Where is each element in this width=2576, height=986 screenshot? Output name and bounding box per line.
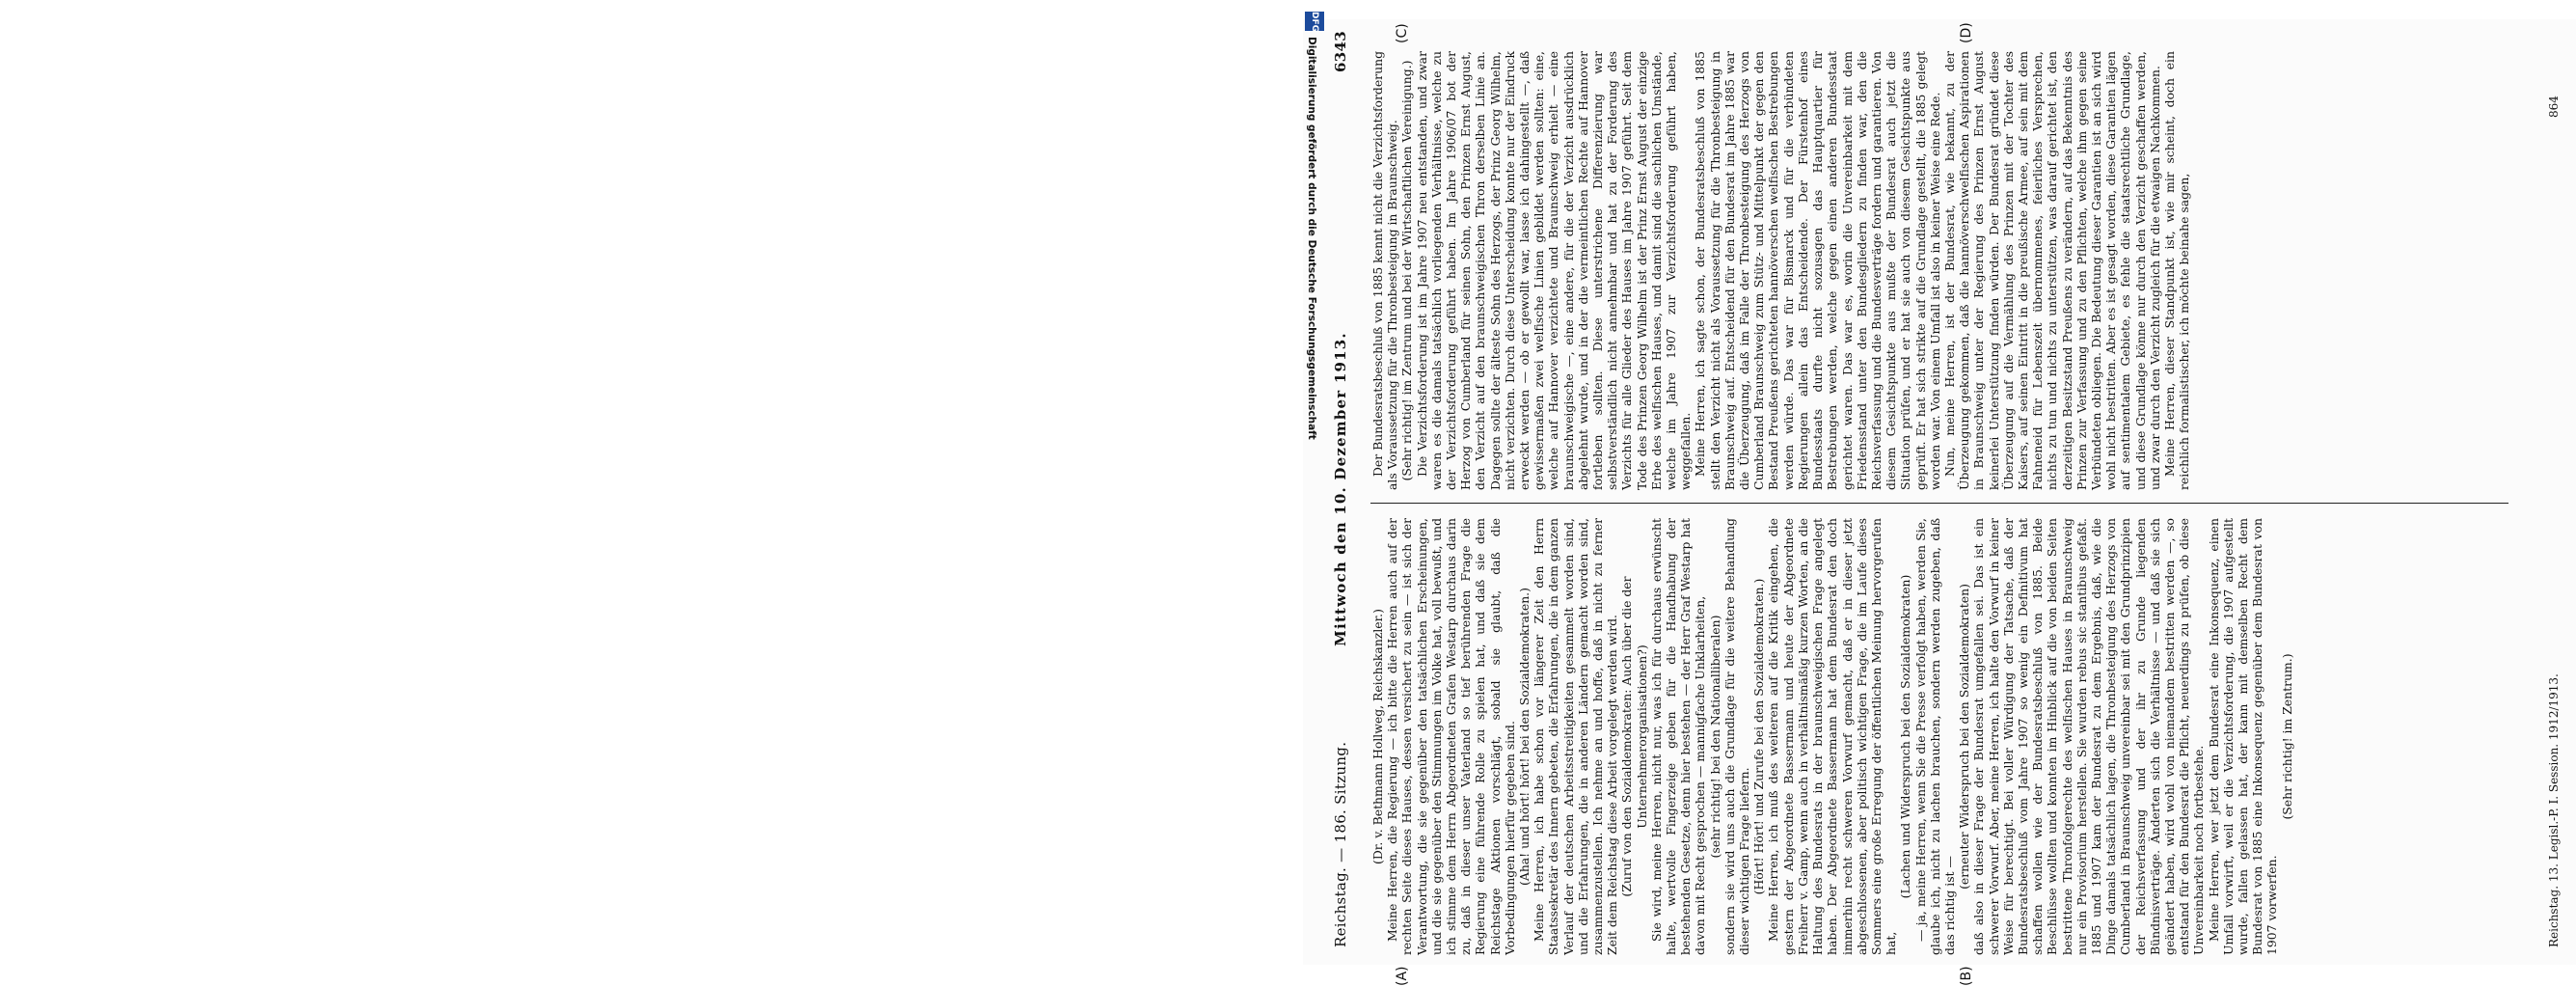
paragraph: (Aha! und hört! hört! bei den Sozialdemokraten.) [1517,588,1532,886]
paragraph: (Dr. v. Bethmann Hollweg, Reichskanzler.) [1370,609,1385,864]
right-column [1370,51,2537,490]
paragraph: Meine Herren, die Regierung — ich bitte die Herren auch auf der rechten Seite dieses Hauses, dessen versichert zu sein — ist sich der Verantwortung, die sie gegenüber den tatsächlichen Erscheinungen, und die sie gegenüber den Stimmungen im Volke hat, voll bewußt, und ich stimme dem Herrn Abgeordneten Grafen Westarp durchaus darin zu, daß in dieser unser Vaterland so tief berührenden Frage die Regierung eine führende Rolle zu spielen hat, und daß sie dem Reichstage Aktionen vorschlägt, sobald sie glaubt, daß die Vorbedingungen hierfür gegeben sind. [1385,518,1517,955]
page-number: 6343 [1332,31,1349,72]
paragraph: (erneuter Widerspruch bei den Sozialdemokraten) [1957,584,1972,890]
page-footer [2547,31,2568,947]
footer-sheet-number: 864 [2547,96,2561,118]
paragraph: Meine Herren, ich sagte schon, der Bundesratsbeschluß von 1885 stellt den Verzicht nicht als Voraussetzung für die Thronbesteigung in Braunschweig auf. Entscheidend für den Bundesrat im Jahre 1885 war die Überzeugung, daß im Falle der Thronbesteigung des Herzogs von Cumberland Braunschweig zum Stütz- und Mittelpunkt der gegen den Bestand Preußens gerichteten hannöverschen welfischen Bestrebungen werden würde. Das war für Bismarck und für die verbündeten Regierungen allein das Entscheidende. Der Fürstenhof eines Bundesstaats durfte nicht sozusagen das Hauptquartier für Bestrebungen werden, welche gegen einen anderen Bundesstaat gerichtet waren. Das war es, worin die Unvereinbarkeit mit dem Friedensstand unter den Bundesgliedern zu finden war, den die Reichsverfassung und die Bundesverträge fordern und garantieren. Von diesem Gesichtspunkte aus mußte der Bundesrat auch jetzt die Situation prüfen, und er hat sie auch von diesem Gesichtspunkte aus geprüft. Er hat sich strikte auf die Grundlage gestellt, die 1885 gelegt worden war. Von einem Umfall ist also in keiner Weise eine Rede. [1693,51,1942,490]
dfg-credit-strip [1300,8,1329,958]
paragraph: Meine Herren, dieser Standpunkt ist, wie mir scheint, doch ein reichlich formalistischer, ich möchte beinahe sagen, [2161,51,2192,490]
column-divider [1370,503,2508,504]
margin-marker-c: (C) [1395,23,1410,43]
paragraph: Meine Herren, ich habe schon vor längerer Zeit den Herrn Staatssekretär des Innern gebeten, die Erfahrungen, die in dem ganzen Verlauf der deutschen Arbeitsstreitigkeiten gesammelt worden sind, und die Erfahrungen, die in anderen Ländern gemacht worden sind, zusammenzustellen. Ich nehme an und hoffe, daß in nicht zu ferner Zeit dem Reichstag diese Arbeit vorgelegt werden wird. [1532,518,1620,955]
paragraph: daß also in dieser Frage der Bundesrat umgefallen sei. Das ist ein schwerer Vorwurf. Aber, meine Herren, ich halte den Vorwurf in keiner Weise für berechtigt. Bei voller Würdigung der Tatsache, daß der Bundesratsbeschluß vom Jahre 1907 so wenig ein Definitivum hat schaffen wollen wie der Bundesratsbeschluß von 1885. Beide Beschlüsse wollten und konnten im Hinblick auf die von beiden Seiten bestrittene Thronfolgerechte des welfischen Hauses in Braunschweig nur ein Provisorium herstellen. Sie wurden rebus sic stantibus gefaßt. 1885 und 1907 kam der Bundesrat zu dem Ergebnis, daß, wie die Dinge damals tatsächlich lagen, die Thronbesteigung des Herzogs von Cumberland in Braunschweig unvereinbar sei mit den Grundprinzipien der Reichsverfassung und der ihr zu Grunde liegenden Bündnisverträge. Änderten sich die Verhältnisse — und daß sie sich geändert haben, wird wohl von niemandem bestritten werden —, so entstand für den Bundesrat die Pflicht, neuerdings zu prüfen, ob diese Unvereinbarkeit noch fortbestehe. [1971,518,2207,955]
paragraph: Die Verzichtsforderung ist im Jahre 1907 neu entstanden, und zwar waren es die damals tatsächlich vorliegenden Verhältnisse, welche zu der Verzichtsforderung geführt haben. Im Jahre 1906/07 bot der Herzog von Cumberland für seinen Sohn, den Prinzen Ernst August, den Verzicht auf den braunschweigischen Thron derselben Linie an. Dagegen sollte der älteste Sohn des Herzogs, der Prinz Georg Wilhelm, nicht verzichten. Durch diese Unterscheidung konnte nur der Eindruck erweckt werden — ob er gewollt war, lasse ich dahingestellt —, daß gewissermaßen zwei welfische Linien gebildet werden sollten: eine, welche auf Hannover verzichtete und Braunschweig erhielt — eine braunschweigische —, eine andere, für die der Verzicht ausdrücklich abgelehnt wurde, und in der die vermeintlichen Rechte auf Hannover fortleben sollten. Diese unterstrichene Differenzierung war selbstverständlich nicht annehmbar und hat zu der Forderung des Verzichts für alle Glieder des Hauses im Jahre 1907 geführt. Seit dem Tode des Prinzen Georg Wilhelm ist der Prinz Ernst August der einzige Erbe des welfischen Hauses, und damit sind die sachlichen Umstände, welche im Jahre 1907 zur Verzichtsforderung geführt haben, weggefallen. [1414,51,1694,490]
page-header [1332,31,1361,947]
header-left: Reichstag. — 186. Sitzung. [1332,741,1349,947]
left-column [1370,518,2537,955]
dfg-logo: DFG [1305,12,1324,31]
margin-marker-a: (A) [1395,966,1410,986]
paragraph: Sie wird, meine Herren, nicht nur, was ich für durchaus erwünscht halte, wertvolle Fingerzeige geben für die Handhabung der bestehenden Gesetze, denn hier bestehen — der Herr Graf Westarp hat davon mit Recht gesprochen — mannigfache Unklarheiten, [1648,518,1708,955]
footer-legislature: Reichstag. 13. Legisl.-P. I. Session. 1912/1913. [2547,673,2561,947]
paragraph: (Sehr richtig! im Zentrum und bei der Wirtschaftlichen Vereinigung.) [1399,60,1415,481]
paragraph: Nun, meine Herren, ist der Bundesrat, wie bekannt, zu der Überzeugung gekommen, daß die hannöverschwelfischen Aspirationen in Braunschweig unter der Regierung des Prinzen Ernst August keinerlei Unterstützung finden würden. Der Bundesrat gründet diese Überzeugung auf die Vermählung des Prinzen mit der Tochter des Kaisers, auf seinen Eintritt in die preußische Armee, auf sein mit dem Fahneneid für Lebenszeit übernommenes, feierliches Versprechen, nichts zu tun und nichts zu unterstützen, was darauf gerichtet ist, den derzeitigen Besitzstand Preußens zu verändern, auf das Bekenntnis des Prinzen zur Verfassung und zu den Pflichten, welche ihm gegen seine Verbündeten obliegen. Die Bedeutung dieser Garantien ist an sich wird wohl nicht bestritten. Aber es ist gesagt worden, diese Garantien lägen auf sentimentalem Gebiete, es fehle die staatsrechtliche Grundlage, und diese Grundlage könne nur durch den Verzicht geschaffen werden, und zwar durch den Verzicht zugleich für die etwaigen Nachkommen. [1941,51,2162,490]
header-date: Mittwoch den 10. Dezember 1913. [1332,332,1349,646]
margin-marker-b: (B) [1959,966,1974,986]
paragraph: Meine Herren, ich muß des weiteren auf die Kritik eingehen, die gestern der Abgeordnete Bassermann und heute der Abgeordnete Freiherr v. Gamp, wenn auch in verhältnismäßig kurzen Worten, an die Haltung des Bundesrats in der braunschweigischen Frage angelegt haben. Der Abgeordnete Bassermann hat dem Bundesrat den doch immerhin recht schweren Vorwurf gemacht, daß er in dieser jetzt abgeschlossenen, aber politisch wichtigen Frage, die im Laufe dieses Sommers eine große Erregung der öffentlichen Meinung hervorgerufen hat, [1766,518,1899,955]
margin-marker-d: (D) [1959,22,1974,43]
paragraph: (Lachen und Widerspruch bei den Sozialdemokraten) [1898,574,1913,899]
dfg-credit-text: Digitalisierung gefördert durch die Deutsche Forschungsgemeinschaft [1306,37,1317,440]
paragraph: Der Bundesratsbeschluß von 1885 kennt nicht die Verzichtsforderung als Voraussetzung für die Thronbesteigung in Braunschweig. [1370,51,1400,490]
paragraph: (sehr richtig! bei den Nationalliberalen) [1707,615,1722,859]
paragraph: Meine Herren, wer jetzt dem Bundesrat eine Inkonsequenz, einen Umfall vorwirft, weil er die Verzichtsforderung, die 1907 aufgestellt wurde, fallen gelassen hat, der kann mit demselben Recht dem Bundesrat von 1885 eine Inkonsequenz gegenüber dem Bundesrat von 1907 vorwerfen. [2206,518,2280,955]
paragraph: (Sehr richtig! im Zentrum.) [2279,653,2294,820]
paragraph: — ja, meine Herren, wenn Sie die Presse verfolgt haben, werden Sie, glaube ich, nicht zu lachen brauchen, sondern werden zugeben, daß das richtig ist — [1912,518,1957,955]
paragraph: (Hört! Hört! und Zurufe bei den Sozialdemokraten.) [1751,578,1767,895]
document-page [1303,19,2576,986]
paragraph: (Zuruf von den Sozialdemokraten: Auch über die der Unternehmerorganisationen?) [1619,576,1649,897]
paragraph: sondern sie wird uns auch die Grundlage für die weitere Behandlung dieser wichtigen Frage liefern. [1722,518,1752,955]
